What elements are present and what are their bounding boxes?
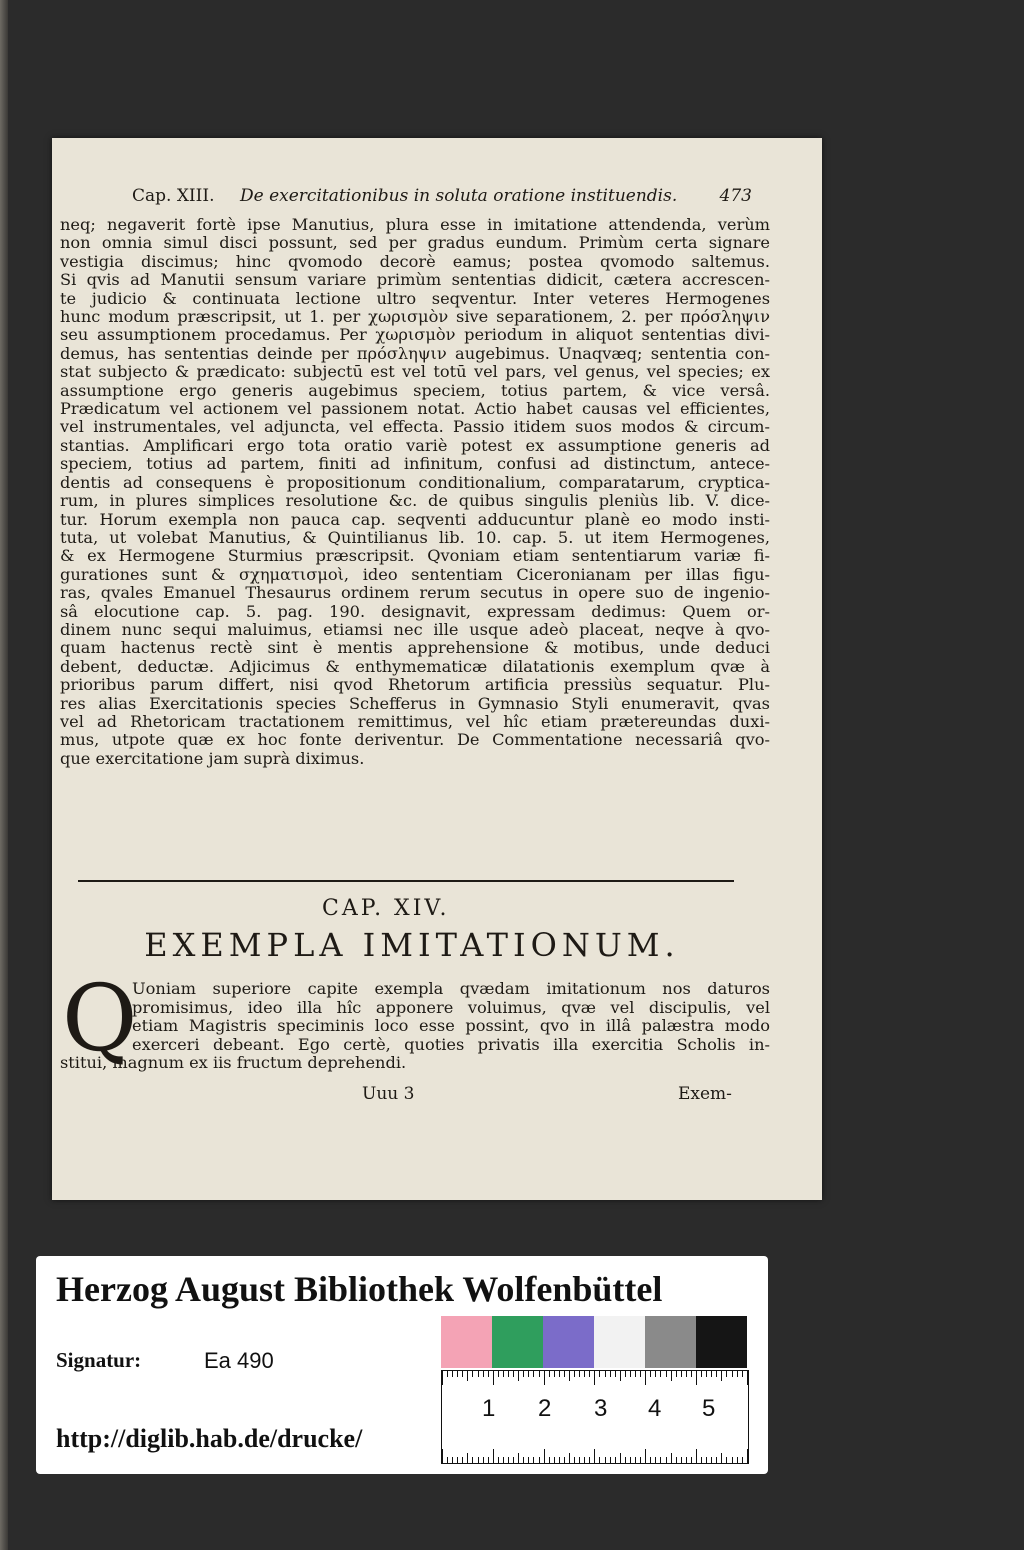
scale-tick — [701, 1371, 702, 1377]
text-line: Si qvis ad Manutii sensum variare primùm sententias didicit, cætera accrescen- — [60, 270, 770, 290]
scale-tick — [503, 1371, 504, 1377]
text-line: & ex Hermogene Sturmius præscripsit. Qvoniam etiam sententiarum variæ fi- — [60, 546, 770, 566]
scale-tick — [457, 1371, 458, 1377]
scale-tick — [610, 1371, 611, 1377]
scale-tick — [681, 1457, 682, 1463]
text-line: mus, utpote quæ ex hoc fonte deriventur. De Commentatione necessariâ qvo- — [60, 730, 770, 750]
text-line: demus, has sententias deinde per πρόσληψιν augebimus. Unaqvæq; sententia con- — [60, 343, 770, 363]
scale-tick — [584, 1371, 585, 1377]
page-number: 473 — [719, 186, 752, 206]
scale-tick — [478, 1457, 479, 1463]
scale-number: 3 — [594, 1395, 608, 1422]
scale-tick — [569, 1453, 570, 1463]
scale-tick — [452, 1457, 453, 1463]
scale-tick — [696, 1371, 697, 1385]
scale-tick — [589, 1457, 590, 1463]
scale-tick — [742, 1457, 743, 1463]
swatch-pink — [441, 1316, 492, 1368]
scale-tick — [478, 1371, 479, 1377]
scale-tick — [737, 1457, 738, 1463]
text-line: debent, deductæ. Adjicimus & enthymematicæ dilatationis exemplum qvæ à — [60, 656, 770, 676]
scale-tick — [625, 1371, 626, 1377]
library-name: Herzog August Bibliothek Wolfenbüttel — [56, 1269, 663, 1309]
scale-tick — [681, 1371, 682, 1377]
section-rule — [78, 880, 734, 882]
scale-tick — [615, 1457, 616, 1463]
text-line: dinem nunc sequi maluimus, etiamsi nec ille usque adeò placeat, neqve à qvo- — [60, 619, 770, 639]
book-spine-edge — [0, 0, 8, 1550]
swatch-white — [594, 1316, 645, 1368]
scale-tick — [467, 1453, 468, 1463]
measurement-scale — [441, 1370, 749, 1464]
scale-tick — [488, 1371, 489, 1377]
scale-tick — [737, 1371, 738, 1377]
scale-tick — [589, 1371, 590, 1377]
scale-tick — [549, 1371, 550, 1377]
scale-tick — [462, 1371, 463, 1377]
swatch-gray — [645, 1316, 696, 1368]
text-line: rum, in plures simplices resolutione &c. de quibus singulis pleniùs lib. V. dice- — [60, 491, 770, 511]
scale-tick — [442, 1371, 443, 1385]
scale-tick — [605, 1457, 606, 1463]
scale-tick — [518, 1371, 519, 1381]
scale-tick — [559, 1371, 560, 1377]
text-line: neq; negaverit fortè ipse Manutius, plura esse in imitatione attendenda, verùm — [60, 215, 770, 234]
text-line: hunc modum præscripsit, ut 1. per χωρισμὸν sive separationem, 2. per πρόσληψιν — [60, 307, 770, 327]
text-line: stat subjecto & prædicato: subjectū est vel totū vel pars, vel genus, vel species; ex — [60, 362, 770, 382]
text-line: vel ad Rhetoricam tractationem remittimus, vel hîc etiam prætereundas duxi- — [60, 711, 770, 731]
scale-tick — [574, 1457, 575, 1463]
scale-tick — [716, 1371, 717, 1377]
scale-tick — [559, 1457, 560, 1463]
text-line: seu assumptionem procedamus. Per χωρισμὸν periodum in aliquot sententias divi- — [60, 325, 770, 345]
text-line: promisimus, ideo illa hîc apponere voluimus, qvæ vel discipulis, vel — [132, 997, 770, 1017]
scale-number: 2 — [538, 1395, 552, 1422]
signatur-label: Signatur: — [56, 1348, 142, 1372]
scale-number: 4 — [648, 1395, 662, 1422]
signature-mark: Uuu 3 — [362, 1084, 415, 1104]
scale-tick — [488, 1457, 489, 1463]
scale-tick — [716, 1457, 717, 1463]
scale-tick — [447, 1371, 448, 1377]
scale-tick — [732, 1457, 733, 1463]
scale-tick — [726, 1371, 727, 1377]
scale-tick — [523, 1457, 524, 1463]
text-line: gurationes sunt & σχηματισμοὶ, ideo sententiam Ciceronianam per illas figu- — [60, 564, 770, 584]
scale-tick — [503, 1457, 504, 1463]
intro-paragraph — [60, 980, 770, 1073]
scale-ticks-bottom — [442, 1449, 748, 1463]
scale-tick — [721, 1453, 722, 1463]
scale-tick — [533, 1371, 534, 1377]
swatch-green — [492, 1316, 543, 1368]
scale-tick — [645, 1371, 646, 1385]
scale-tick — [544, 1449, 545, 1463]
scale-tick — [650, 1457, 651, 1463]
scale-tick — [655, 1457, 656, 1463]
scale-tick — [574, 1371, 575, 1377]
text-line: tuta, ut volebat Manutius, & Quintilianus lib. 10. cap. 5. ut item Hermogenes, — [60, 527, 770, 547]
scale-tick — [594, 1371, 595, 1385]
scale-tick — [483, 1457, 484, 1463]
scale-ticks-top — [442, 1371, 748, 1385]
scale-tick — [686, 1457, 687, 1463]
scale-tick — [645, 1449, 646, 1463]
scale-tick — [539, 1457, 540, 1463]
scale-tick — [493, 1449, 494, 1463]
body-text — [60, 216, 770, 768]
scale-tick — [655, 1371, 656, 1377]
text-line: stantias. Amplificari ergo tota oratio variè potest ex assumptione generis ad — [60, 435, 770, 455]
scale-tick — [508, 1457, 509, 1463]
scale-tick — [640, 1371, 641, 1377]
swatch-purple — [543, 1316, 594, 1368]
scale-tick — [579, 1457, 580, 1463]
scale-tick — [676, 1371, 677, 1377]
scale-tick — [498, 1457, 499, 1463]
text-line: prioribus parum differt, nisi qvod Rhetorum artificia pressiùs sequatur. Plu- — [60, 675, 770, 695]
text-line: non omnia simul disci possunt, sed per gradus eundum. Primùm certa signare — [60, 233, 770, 253]
scale-tick — [696, 1449, 697, 1463]
scale-tick — [457, 1457, 458, 1463]
scale-tick — [462, 1457, 463, 1463]
scale-tick — [686, 1371, 687, 1377]
scale-tick — [508, 1371, 509, 1377]
scale-tick — [630, 1457, 631, 1463]
scale-tick — [660, 1457, 661, 1463]
scale-tick — [549, 1457, 550, 1463]
scale-tick — [442, 1449, 443, 1463]
text-line: te judicio & continuata lectione ultro seqventur. Inter veteres Hermogenes — [60, 288, 770, 308]
scale-tick — [625, 1457, 626, 1463]
scale-tick — [554, 1371, 555, 1377]
scale-tick — [528, 1371, 529, 1377]
scale-tick — [706, 1457, 707, 1463]
text-line: etiam Magistris speciminis loco esse possint, qvo in illâ palæstra modo — [132, 1016, 770, 1035]
drop-cap: Q — [62, 965, 138, 1072]
scale-tick — [691, 1371, 692, 1377]
text-line: speciem, totius ad partem, finiti ad infinitum, confusi ad distinctum, antece- — [60, 454, 770, 474]
text-line: que exercitatione jam suprà diximus. — [60, 748, 365, 768]
scale-tick — [666, 1371, 667, 1377]
scale-tick — [498, 1371, 499, 1377]
scale-tick — [747, 1371, 748, 1385]
scale-tick — [711, 1371, 712, 1377]
scale-tick — [452, 1371, 453, 1377]
scale-tick — [635, 1457, 636, 1463]
scale-number: 5 — [702, 1395, 716, 1422]
scale-tick — [742, 1371, 743, 1377]
scale-tick — [539, 1371, 540, 1377]
text-line: assumptione ergo generis augebimus speciem, totius partem, & vice versâ. — [60, 380, 770, 400]
chapter-number: CAP. XIV. — [322, 896, 450, 921]
scale-tick — [747, 1449, 748, 1463]
scale-tick — [732, 1371, 733, 1377]
scale-tick — [599, 1371, 600, 1377]
header-chapter: Cap. XIII. — [132, 186, 215, 206]
text-line: vel instrumentales, vel adjuncta, vel effecta. Passio itidem suos modos & circum- — [60, 417, 770, 437]
signatur-value: Ea 490 — [204, 1348, 274, 1373]
section-title: EXEMPLA IMITATIONUM. — [144, 926, 680, 964]
scale-tick — [579, 1371, 580, 1377]
scale-tick — [610, 1457, 611, 1463]
text-line: sâ elocutione cap. 5. pag. 190. designavit, expressam dedimus: Quem or- — [60, 601, 770, 621]
text-line: quam hactenus rectè sint è mentis apprehensione & motibus, unde deduci — [60, 638, 770, 658]
scale-tick — [671, 1453, 672, 1463]
scale-tick — [513, 1457, 514, 1463]
scale-tick — [721, 1371, 722, 1381]
scale-tick — [513, 1371, 514, 1377]
scale-tick — [533, 1457, 534, 1463]
scale-tick — [472, 1457, 473, 1463]
catchword: Exem- — [678, 1084, 732, 1104]
scale-tick — [676, 1457, 677, 1463]
scale-tick — [594, 1449, 595, 1463]
color-calibration-swatches — [441, 1316, 747, 1368]
text-line: dentis ad consequens è propositionum conditionalium, comparatarum, cryptica- — [60, 472, 770, 492]
scale-tick — [691, 1457, 692, 1463]
scale-tick — [666, 1457, 667, 1463]
scale-tick — [671, 1371, 672, 1381]
text-line: exerceri debeant. Ego certè, quoties privatis illa exercitia Scholis in- — [132, 1034, 770, 1054]
scale-tick — [605, 1371, 606, 1377]
scale-tick — [701, 1457, 702, 1463]
text-line: tur. Horum exempla non pauca cap. seqventi adducuntur planè eo modo insti- — [60, 509, 770, 529]
scale-tick — [483, 1371, 484, 1377]
text-line: Uoniam superiore capite exempla qvædam imitationum nos daturos — [132, 979, 770, 998]
scale-tick — [635, 1371, 636, 1377]
book-page — [52, 138, 822, 1200]
text-line: ras, qvales Emanuel Thesaurus ordinem rerum secutus in opere suo de ingenio- — [60, 583, 770, 603]
scale-tick — [650, 1371, 651, 1377]
scale-tick — [518, 1453, 519, 1463]
scale-tick — [599, 1457, 600, 1463]
scale-tick — [472, 1371, 473, 1377]
scale-tick — [554, 1457, 555, 1463]
scale-number: 1 — [482, 1395, 496, 1422]
scale-tick — [706, 1371, 707, 1377]
scale-tick — [564, 1371, 565, 1377]
scale-tick — [630, 1371, 631, 1377]
text-line: vestigia discimus; hinc qvomodo decorè eamus; postea qvomodo saltemus. — [60, 251, 770, 271]
scale-tick — [569, 1371, 570, 1381]
scale-tick — [447, 1457, 448, 1463]
scale-tick — [528, 1457, 529, 1463]
library-url[interactable]: http://diglib.hab.de/drucke/ — [56, 1424, 363, 1453]
running-header — [132, 186, 752, 212]
scale-tick — [615, 1371, 616, 1377]
scale-tick — [584, 1457, 585, 1463]
scale-tick — [620, 1371, 621, 1381]
scale-tick — [523, 1371, 524, 1377]
text-line: Prædicatum vel actionem vel passionem notat. Actio habet causas vel efficientes, — [60, 399, 770, 419]
scale-tick — [620, 1453, 621, 1463]
swatch-black — [696, 1316, 747, 1368]
text-line: res alias Exercitationis species Schefferus in Gymnasio Styli enumeravit, qvas — [60, 693, 770, 713]
scale-tick — [467, 1371, 468, 1381]
scale-tick — [726, 1457, 727, 1463]
header-title: De exercitationibus in soluta oratione instituendis. — [240, 186, 678, 206]
scale-tick — [640, 1457, 641, 1463]
scale-tick — [660, 1371, 661, 1377]
scale-tick — [711, 1457, 712, 1463]
scale-tick — [544, 1371, 545, 1385]
scale-tick — [564, 1457, 565, 1463]
library-label — [36, 1256, 768, 1474]
text-line: stitui, magnum ex iis fructum deprehendi. — [60, 1053, 407, 1072]
scale-tick — [493, 1371, 494, 1385]
